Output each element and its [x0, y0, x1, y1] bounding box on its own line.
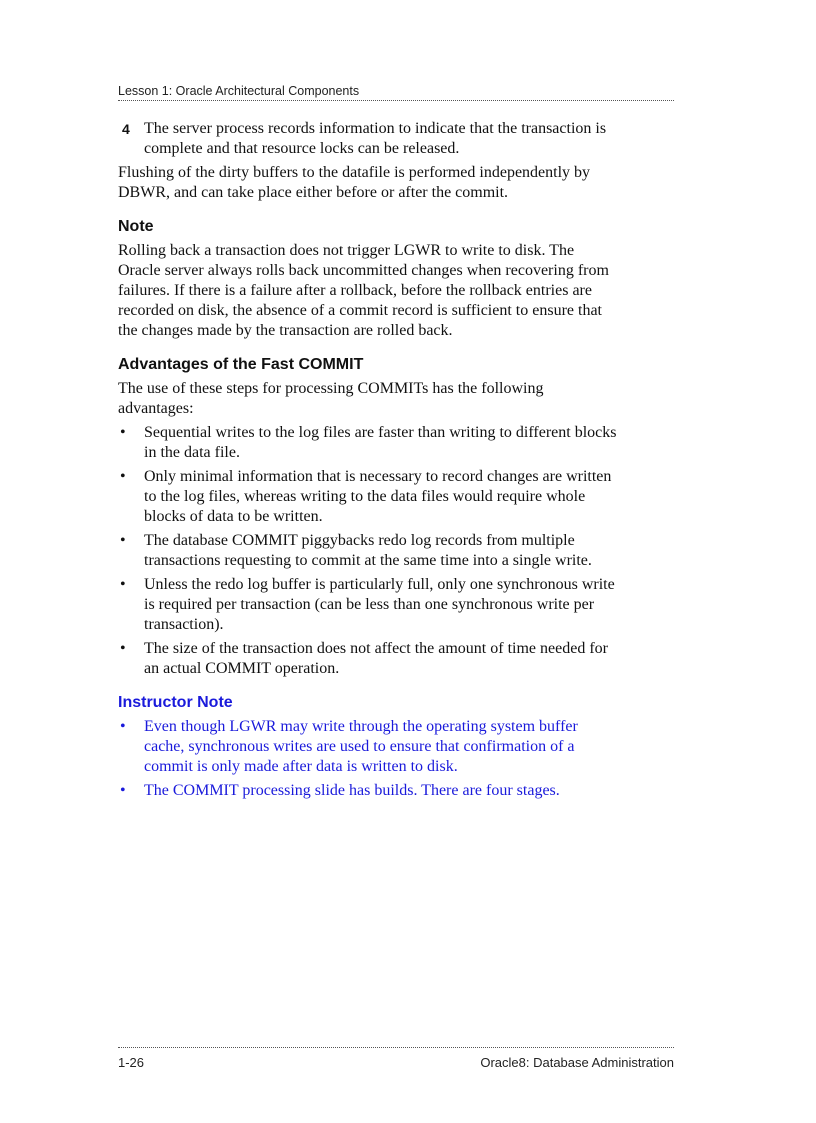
- list-item-text: Even though LGWR may write through the operating system buffer cache, synchronous writes are used to ensure that confirmation of a commit is only made after data is written to disk.: [144, 718, 578, 775]
- list-item: [118, 781, 618, 801]
- page-content: [118, 119, 618, 805]
- list-item: [118, 531, 618, 571]
- list-item-text: The database COMMIT piggybacks redo log records from multiple transactions requesting to commit at the same time into a single write.: [144, 532, 592, 569]
- note-heading: Note: [118, 218, 154, 235]
- instructor-note-list: [118, 717, 618, 801]
- running-footer: [118, 1047, 674, 1070]
- list-item: [118, 639, 618, 679]
- bullet-icon: •: [120, 640, 126, 657]
- page-number: 1-26: [118, 1055, 145, 1070]
- list-item: [118, 575, 618, 635]
- list-item-text: Unless the redo log buffer is particularly full, only one synchronous write is required per transaction (can be less than one synchronous write per transaction).: [144, 576, 615, 633]
- advantages-intro: The use of these steps for processing COMMITs has the following advantages:: [118, 380, 544, 417]
- list-item-text: The COMMIT processing slide has builds. There are four stages.: [144, 782, 560, 799]
- running-header: Lesson 1: Oracle Architectural Components: [118, 84, 674, 101]
- advantages-list: [118, 423, 618, 679]
- list-item: [118, 423, 618, 463]
- bullet-icon: •: [120, 532, 126, 549]
- list-item-text: Only minimal information that is necessary to record changes are written to the log files, whereas writing to the data files would require whole blocks of data to be written.: [144, 468, 612, 525]
- list-item-text: The size of the transaction does not affect the amount of time needed for an actual COMMIT operation.: [144, 640, 608, 677]
- advantages-heading: Advantages of the Fast COMMIT: [118, 356, 364, 373]
- list-item-text: Sequential writes to the log files are faster than writing to different blocks in the data file.: [144, 424, 617, 461]
- instructor-note-section: [118, 693, 618, 801]
- step-text: The server process records information to indicate that the transaction is complete and that resource locks can be released.: [144, 120, 607, 157]
- step-number: 4: [122, 121, 130, 137]
- bullet-icon: •: [120, 576, 126, 593]
- bullet-icon: •: [120, 468, 126, 485]
- book-title: Oracle8: Database Administration: [480, 1055, 674, 1070]
- note-paragraph: Rolling back a transaction does not trigger LGWR to write to disk. The Oracle server always rolls back uncommitted changes when recovering from failures. If there is a failure after a rollback, before the rollback entries are recorded on disk, the absence of a commit record is sufficient to ensure that the changes made by the transaction are rolled back.: [118, 242, 609, 339]
- flush-paragraph: Flushing of the dirty buffers to the datafile is performed independently by DBWR, and can take place either before or after the commit.: [118, 164, 591, 201]
- bullet-icon: •: [120, 782, 126, 799]
- instructor-note-heading: Instructor Note: [118, 694, 233, 711]
- list-item: [118, 717, 618, 777]
- numbered-step-4: [118, 119, 618, 159]
- bullet-icon: •: [120, 718, 126, 735]
- list-item: [118, 467, 618, 527]
- bullet-icon: •: [120, 424, 126, 441]
